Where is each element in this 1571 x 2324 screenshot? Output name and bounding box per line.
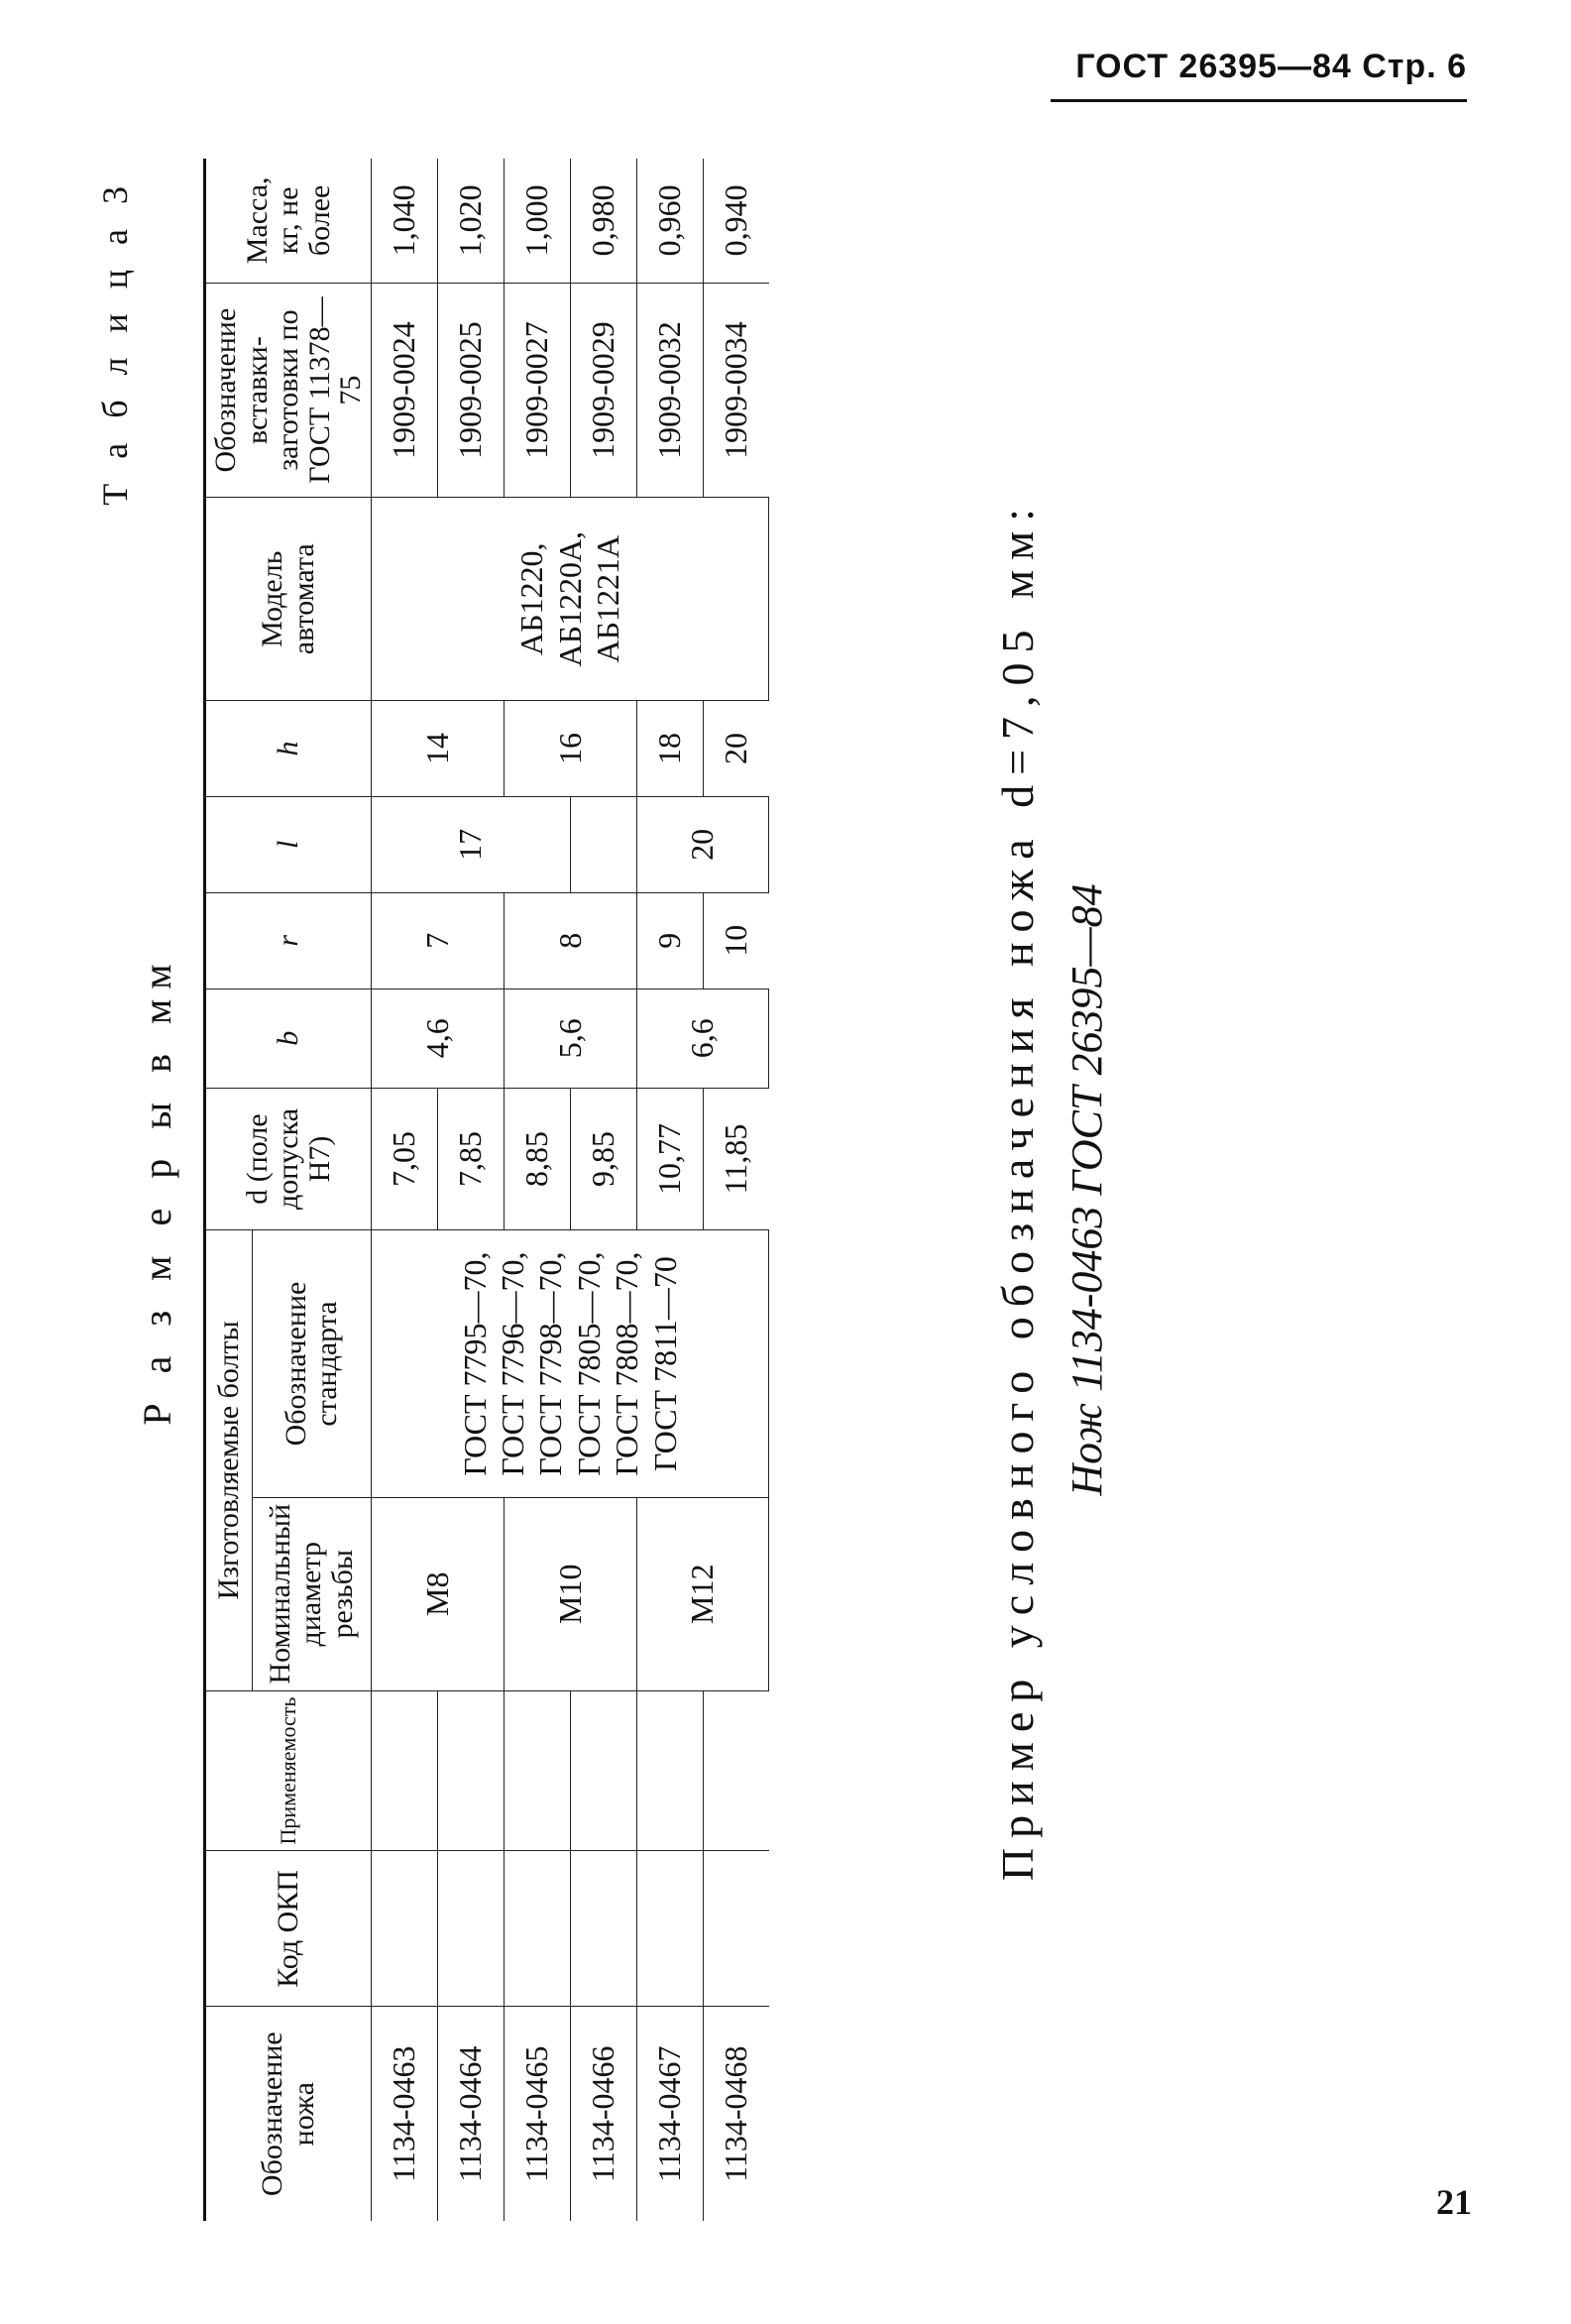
cell-designation: 1134-0463 — [371, 2007, 437, 2221]
col-thread: Номинальный диаметр резьбы — [252, 1497, 371, 1690]
col-d: d (поле допуска H7) — [205, 1088, 372, 1229]
cell-l: 20 — [636, 796, 769, 892]
cell-d: 7,85 — [437, 1088, 504, 1229]
cell-l — [570, 796, 636, 892]
cell-applicability — [636, 1690, 703, 1851]
dimensions-table — [203, 159, 769, 2221]
col-l: l — [205, 796, 372, 892]
cell-designation: 1134-0464 — [437, 2007, 504, 2221]
cell-h: 20 — [703, 701, 769, 797]
cell-thread: M10 — [504, 1497, 636, 1690]
cell-thread: M12 — [636, 1497, 769, 1690]
cell-mass: 1,000 — [504, 159, 570, 283]
cell-insert: 1909-0029 — [570, 283, 636, 498]
cell-applicability — [371, 1690, 437, 1851]
cell-r: 10 — [703, 892, 769, 988]
cell-mass: 1,040 — [371, 159, 437, 283]
col-r: r — [205, 892, 372, 988]
cell-insert: 1909-0027 — [504, 283, 570, 498]
cell-okp — [371, 1851, 437, 2007]
cell-r: 9 — [636, 892, 703, 988]
cell-d: 11,85 — [703, 1088, 769, 1229]
cell-insert: 1909-0032 — [636, 283, 703, 498]
cell-mass: 0,960 — [636, 159, 703, 283]
col-bolts-group: Изготовляемые болты — [205, 1230, 253, 1690]
cell-applicability — [504, 1690, 570, 1851]
cell-b: 6,6 — [636, 988, 769, 1088]
col-insert: Обозначение вставки-заготовки по ГОСТ 11378—75 — [205, 283, 372, 498]
cell-designation: 1134-0468 — [703, 2007, 769, 2221]
cell-l: 17 — [371, 796, 570, 892]
designation-example — [991, 159, 1112, 2221]
cell-r: 7 — [371, 892, 504, 988]
cell-designation: 1134-0467 — [636, 2007, 703, 2221]
cell-h: 18 — [636, 701, 703, 797]
cell-d: 9,85 — [570, 1088, 636, 1229]
cell-h: 14 — [371, 701, 504, 797]
col-okp: Код ОКП — [205, 1851, 372, 2007]
cell-designation: 1134-0465 — [504, 2007, 570, 2221]
units-caption: Р а з м е р ы в мм — [135, 954, 179, 1426]
cell-standards: ГОСТ 7795—70, ГОСТ 7796—70, ГОСТ 7798—70, ГОСТ 7805—70, ГОСТ 7808—70, ГОСТ 7811—70 — [371, 1230, 769, 1498]
example-code: Нож 1134-0463 ГОСТ 26395—84 — [1063, 883, 1111, 1496]
cell-okp — [437, 1851, 504, 2007]
col-mass: Масса, кг, не более — [205, 159, 372, 283]
col-applicability: Применяемость — [205, 1690, 372, 1851]
cell-d: 7,05 — [371, 1088, 437, 1229]
cell-machines: АБ1220, АБ1220А, АБ1221А — [371, 498, 769, 701]
cell-mass: 0,940 — [703, 159, 769, 283]
cell-okp — [636, 1851, 703, 2007]
cell-r: 8 — [504, 892, 636, 988]
cell-designation: 1134-0466 — [570, 2007, 636, 2221]
cell-mass: 1,020 — [437, 159, 504, 283]
cell-b: 4,6 — [371, 988, 504, 1088]
col-machine: Модель автомата — [205, 498, 372, 701]
cell-thread: M8 — [371, 1497, 504, 1690]
cell-okp — [703, 1851, 769, 2007]
rotated-content — [94, 159, 1502, 2221]
cell-d: 8,85 — [504, 1088, 570, 1229]
cell-insert: 1909-0024 — [371, 283, 437, 498]
example-intro: Пример условного обозначения ножа d=7,05 мм: — [992, 498, 1043, 1882]
cell-b: 5,6 — [504, 988, 636, 1088]
cell-okp — [504, 1851, 570, 2007]
header-rule — [1051, 99, 1467, 102]
col-designation: Обозначение ножа — [205, 2007, 372, 2221]
cell-d: 10,77 — [636, 1088, 703, 1229]
table-title: Т а б л и ц а 3 — [95, 178, 135, 506]
cell-h: 16 — [504, 701, 636, 797]
cell-applicability — [437, 1690, 504, 1851]
col-standard: Обозначение стандарта — [252, 1230, 371, 1498]
col-h: h — [205, 701, 372, 797]
cell-mass: 0,980 — [570, 159, 636, 283]
cell-applicability — [570, 1690, 636, 1851]
page-number: 21 — [1436, 2182, 1472, 2222]
cell-insert: 1909-0034 — [703, 283, 769, 498]
cell-insert: 1909-0025 — [437, 283, 504, 498]
standard-header: ГОСТ 26395—84 Стр. 6 — [1075, 48, 1467, 85]
page-header — [1051, 48, 1467, 107]
cell-okp — [570, 1851, 636, 2007]
col-b: b — [205, 988, 372, 1088]
cell-applicability — [703, 1690, 769, 1851]
